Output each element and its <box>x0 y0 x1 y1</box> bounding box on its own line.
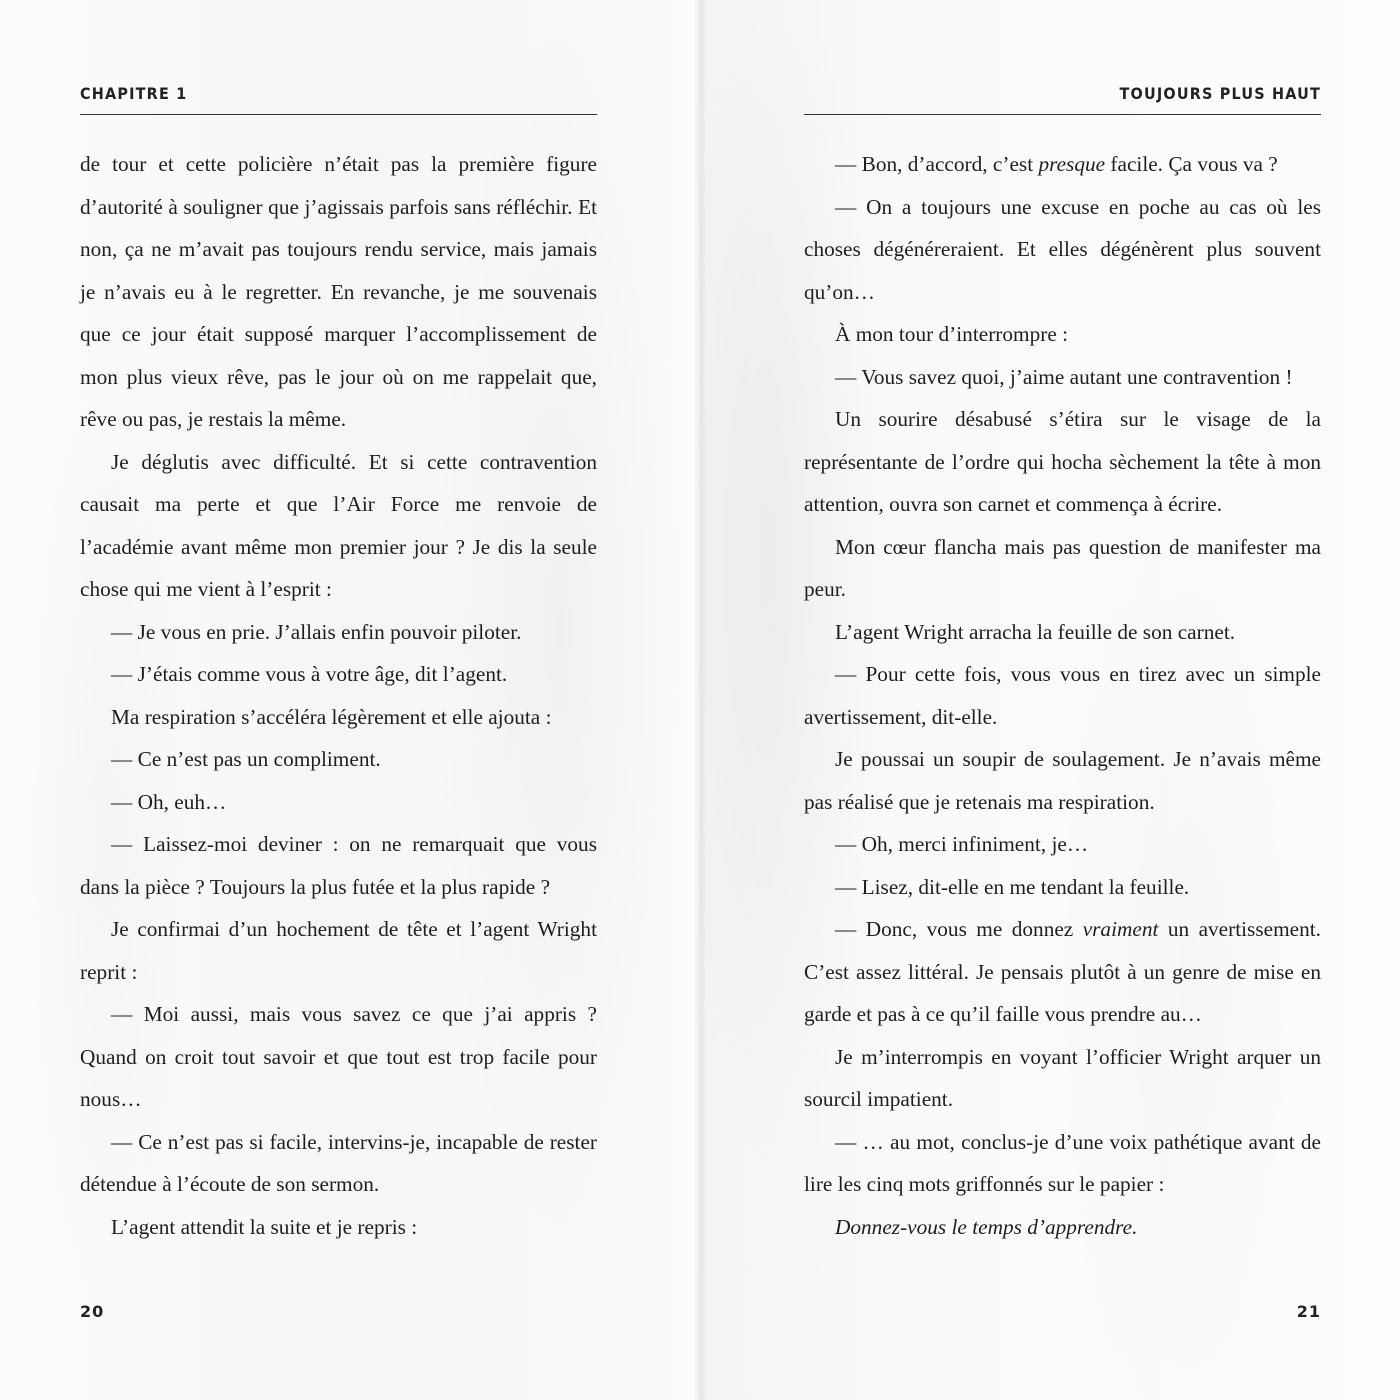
italic-closing-line: Donnez-vous le temps d’apprendre. <box>835 1214 1138 1239</box>
paragraph: L’agent Wright arracha la feuille de son carnet. <box>835 619 1236 644</box>
paragraph: — Moi aussi, mais vous savez ce que j’ai appris ? Quand on croit tout savoir et que tout est trop facile pour nous… <box>80 1002 597 1111</box>
paragraph <box>804 1206 1321 1249</box>
paragraph <box>804 143 1321 186</box>
paragraph <box>804 908 1321 1036</box>
book-gutter <box>695 0 705 1400</box>
paragraph: Je déglutis avec difficulté. Et si cette contravention causait ma perte et que l’Air Force me renvoie de l’académie avant même mon premier jour ? Je dis la seule chose qui me vient à l’esprit : <box>80 449 597 601</box>
paragraph: — Oh, euh… <box>111 789 227 814</box>
page-number-left: 20 <box>80 1302 105 1321</box>
text-run: facile. Ça vous va ? <box>1105 152 1278 176</box>
paragraph: Je poussai un soupir de soulagement. Je n’avais même pas réalisé que je retenais ma respiration. <box>804 747 1321 814</box>
paragraph: Un sourire désabusé s’étira sur le visage de la représentante de l’ordre qui hocha sèchement la tête à mon attention, ouvra son carnet et commença à écrire. <box>804 407 1321 516</box>
paragraph: Mon cœur flancha mais pas question de manifester ma peur. <box>804 534 1321 601</box>
text-run: un avertissement. C’est assez littéral. Je pensais plutôt à un genre de mise en garde et pas à ce qu’il faille vous prendre au… <box>804 917 1321 1026</box>
paragraph: — Oh, merci infiniment, je… <box>835 832 1089 856</box>
text-run: — Bon, d’accord, c’est <box>835 152 1039 176</box>
paragraph: Je m’interrompis en voyant l’officier Wright arquer un sourcil impatient. <box>804 1044 1321 1111</box>
page-number-right: 21 <box>1296 1302 1321 1321</box>
running-head-chapter: CHAPITRE 1 <box>80 84 188 103</box>
paragraph: — Lisez, dit-elle en me tendant la feuille. <box>835 874 1190 899</box>
body-text-right <box>804 143 1321 1248</box>
paragraph: — Vous savez quoi, j’aime autant une contravention ! <box>835 364 1293 389</box>
right-page <box>700 0 1400 1400</box>
running-head-title: TOUJOURS PLUS HAUT <box>1119 84 1321 103</box>
italic-run: presque <box>1038 152 1106 176</box>
paragraph: — Je vous en prie. J’allais enfin pouvoir piloter. <box>111 619 522 644</box>
italic-run: vraiment <box>1082 917 1159 941</box>
paragraph: — J’étais comme vous à votre âge, dit l’agent. <box>111 662 508 686</box>
paragraph: Je confirmai d’un hochement de tête et l’agent Wright reprit : <box>80 917 597 984</box>
paragraph: À mon tour d’interrompre : <box>835 322 1069 346</box>
paragraph: — Pour cette fois, vous vous en tirez avec un simple avertissement, dit-elle. <box>804 662 1321 729</box>
paragraph: — Ce n’est pas un compliment. <box>111 747 381 771</box>
paragraph: — … au mot, conclus-je d’une voix pathétique avant de lire les cinq mots griffonnés sur le papier : <box>804 1129 1321 1196</box>
paragraph: — Laissez-moi deviner : on ne remarquait que vous dans la pièce ? Toujours la plus futée et la plus rapide ? <box>80 832 597 899</box>
text-run: — Donc, vous me donnez <box>835 917 1083 941</box>
paragraph: — Ce n’est pas si facile, intervins-je, incapable de rester détendue à l’écoute de son sermon. <box>80 1129 597 1196</box>
header-rule <box>804 114 1321 115</box>
header-rule <box>80 114 597 115</box>
paragraph: — On a toujours une excuse en poche au cas où les choses dégénéreraient. Et elles dégénèrent plus souvent qu’on… <box>804 194 1321 304</box>
paragraph: Ma respiration s’accéléra légèrement et elle ajouta : <box>111 704 552 729</box>
body-text-left <box>80 143 597 1248</box>
paragraph: L’agent attendit la suite et je repris : <box>111 1214 418 1239</box>
paragraph: de tour et cette policière n’était pas la première figure d’autorité à souligner que j’agissais parfois sans réfléchir. Et non, ça ne m’avait pas toujours rendu service, mais jamais je n’avais eu à le regretter. En revanche, je me souvenais que ce jour était supposé marquer l’accomplissement de mon plus vieux rêve, pas le jour où on me rappelait que, rêve ou pas, je restais la même. <box>80 152 597 431</box>
